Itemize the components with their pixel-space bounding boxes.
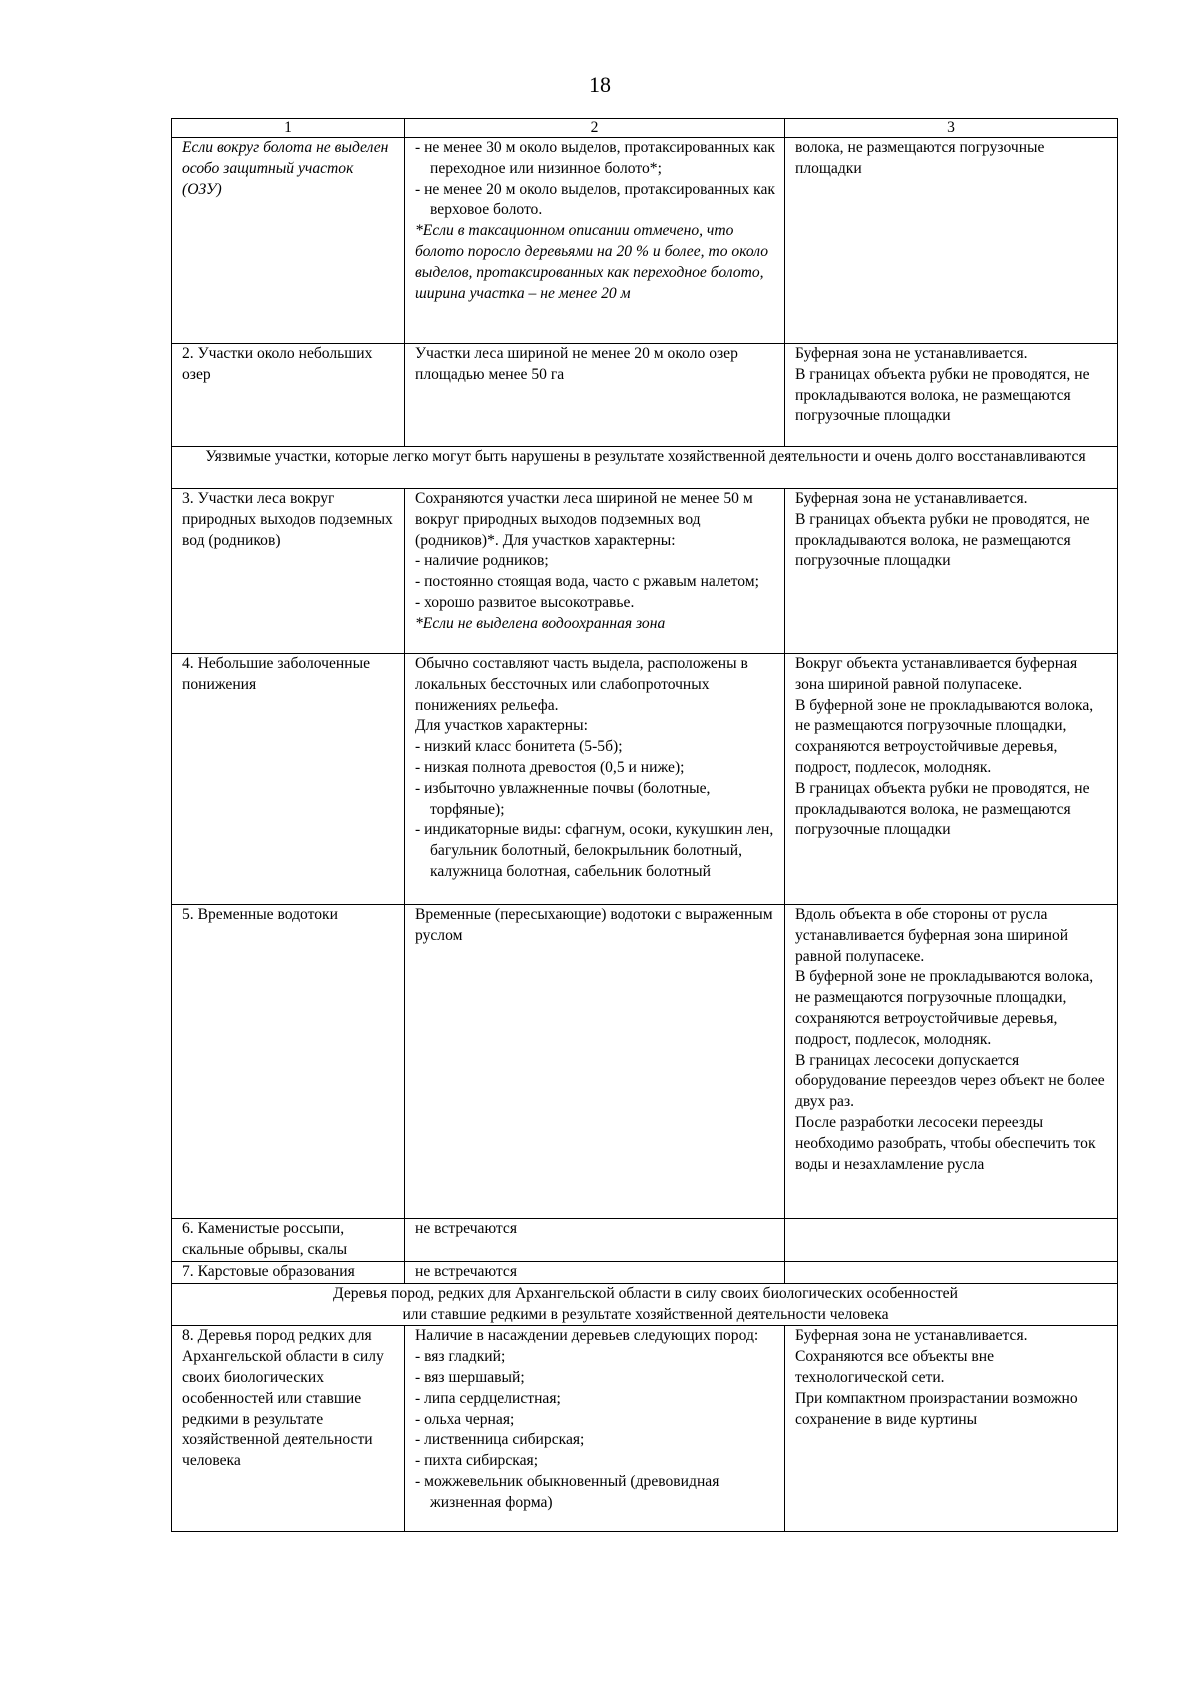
paragraph: Буферная зона не устанавливается. (795, 1327, 1028, 1345)
trees-measures-cell (785, 1326, 1118, 1532)
bog-measures-cell: волока, не размещаются погрузочные площадки (785, 138, 1118, 344)
list-item: - вяз шершавый; (415, 1368, 525, 1386)
table-row (172, 344, 1118, 447)
paragraph: Сохраняются участки леса шириной не менее 50 м вокруг природных выходов подземных вод (родников)*. Для участков характерны: (415, 490, 753, 549)
karst-measures-cell (785, 1262, 1118, 1284)
streams-object-cell: 5. Временные водотоки (172, 905, 405, 1219)
list-item: - ольха черная; (415, 1410, 515, 1428)
section-heading-rare-trees (172, 1283, 1118, 1326)
rocks-description-cell: не встречаются (405, 1219, 785, 1262)
lakes-measures-cell (785, 344, 1118, 447)
paragraph: В границах лесосеки допускается оборудование переездов через объект не более двух раз. (795, 1051, 1105, 1111)
table-row (172, 1219, 1118, 1262)
table-row (172, 1326, 1118, 1532)
paragraph: При компактном произрастании возможно сохранение в виде куртины (795, 1389, 1078, 1428)
table-row (172, 1262, 1118, 1284)
karst-description-cell: не встречаются (405, 1262, 785, 1284)
table-row (172, 905, 1118, 1219)
footnote: *Если в таксационном описании отмечено, что болото поросло деревьями на 20 % и более, то около выделов, протаксированных как переходное болото, ширина участка – не менее 20 м (415, 222, 769, 302)
page-number: 18 (589, 72, 611, 97)
lowlands-object-cell: 4. Небольшие заболоченные понижения (172, 654, 405, 905)
paragraph: В буферной зоне не прокладываются волока, не размещаются погрузочные площадки, сохраняются ветроустойчивые деревья, подрост, подлесок, молодняк. (795, 968, 1094, 1048)
list-item: - низкая полнота древостоя (0,5 и ниже); (415, 758, 685, 776)
bog-description-cell (405, 138, 785, 344)
paragraph: Обычно составляют часть выдела, расположены в локальных бессточных или слабопроточных понижениях рельефа. (415, 655, 748, 714)
list-item: - наличие родников; (415, 552, 549, 570)
lakes-description-cell: Участки леса шириной не менее 20 м около озер площадью менее 50 га (405, 344, 785, 447)
document-table (171, 118, 1118, 1532)
list-item: - вяз гладкий; (415, 1348, 506, 1366)
springs-object-cell: 3. Участки леса вокруг природных выходов подземных вод (родников) (172, 489, 405, 654)
list-item: - не менее 20 м около выделов, протаксированных как верховое болото. (415, 180, 775, 219)
heading-line: Деревья пород, редких для Архангельской области в силу своих биологических особенностей (333, 1284, 958, 1302)
springs-description-cell (405, 489, 785, 654)
heading-line: или ставшие редкими в результате хозяйственной деятельности человека (402, 1305, 889, 1323)
bog-object-cell: Если вокруг болота не выделен особо защитный участок (ОЗУ) (172, 138, 405, 344)
list-item: - не менее 30 м около выделов, протаксированных как переходное или низинное болото*; (415, 139, 775, 177)
paragraph: Для участков характерны: (415, 717, 588, 735)
list-item: - индикаторные виды: сфагнум, осоки, кукушкин лен, багульник болотный, белокрыльник болотный, калужница болотная, сабельник болотный (415, 821, 774, 880)
footnote: *Если не выделена водоохранная зона (415, 614, 666, 632)
paragraph: В границах объекта рубки не проводятся, не прокладываются волока, не размещаются погрузочные площадки (795, 779, 1090, 839)
section-heading-vulnerable: Уязвимые участки, которые легко могут быть нарушены в результате хозяйственной деятельности и очень долго восстанавливаются (172, 447, 1118, 489)
trees-description-cell (405, 1326, 785, 1532)
header-cell-1: 1 (172, 119, 405, 138)
rocks-object-cell: 6. Каменистые россыпи, скальные обрывы, скалы (172, 1219, 405, 1262)
paragraph: Вдоль объекта в обе стороны от русла устанавливается буферная зона шириной равной полупасеке. (795, 906, 1069, 965)
lowlands-measures-cell (785, 654, 1118, 905)
paragraph: Буферная зона не устанавливается. (795, 345, 1028, 362)
header-cell-2: 2 (405, 119, 785, 138)
table-row (172, 138, 1118, 344)
springs-measures-cell (785, 489, 1118, 654)
header-cell-3: 3 (785, 119, 1118, 138)
paragraph: В буферной зоне не прокладываются волока, не размещаются погрузочные площадки, сохраняются ветроустойчивые деревья, подрост, подлесок, молодняк. (795, 696, 1094, 776)
list-item: - избыточно увлажненные почвы (болотные, торфяные); (415, 779, 711, 818)
rocks-measures-cell (785, 1219, 1118, 1262)
table-row (172, 489, 1118, 654)
paragraph: Наличие в насаждении деревьев следующих пород: (415, 1327, 759, 1345)
list-item: - хорошо развитое высокотравье. (415, 593, 635, 611)
paragraph: Сохраняются все объекты вне технологической сети. (795, 1348, 995, 1386)
list-item: - низкий класс бонитета (5-5б); (415, 738, 623, 756)
paragraph: В границах объекта рубки не проводятся, не прокладываются волока, не размещаются погрузочные площадки (795, 510, 1090, 570)
list-item: - лиственница сибирская; (415, 1431, 585, 1449)
karst-object-cell: 7. Карстовые образования (172, 1262, 405, 1284)
paragraph: После разработки лесосеки переезды необходимо разобрать, чтобы обеспечить ток воды и незахламление русла (795, 1113, 1096, 1173)
section-heading-row (172, 447, 1118, 489)
streams-measures-cell (785, 905, 1118, 1219)
paragraph: Вокруг объекта устанавливается буферная зона шириной равной полупасеке. (795, 655, 1078, 693)
section-heading-row (172, 1283, 1118, 1326)
list-item: - пихта сибирская; (415, 1452, 539, 1470)
lowlands-description-cell (405, 654, 785, 905)
list-item: - липа сердцелистная; (415, 1389, 561, 1407)
list-item: - можжевельник обыкновенный (древовидная жизненная форма) (415, 1472, 720, 1511)
paragraph: В границах объекта рубки не проводятся, не прокладываются волока, не размещаются погрузочные площадки (795, 365, 1090, 425)
trees-object-cell: 8. Деревья пород редких для Архангельской области в силу своих биологических особенностей или ставшие редкими в результате хозяйственной деятельности человека (172, 1326, 405, 1532)
streams-description-cell: Временные (пересыхающие) водотоки с выраженным руслом (405, 905, 785, 1219)
table-row (172, 654, 1118, 905)
lakes-object-cell: 2. Участки около небольших озер (172, 344, 405, 447)
paragraph: Буферная зона не устанавливается. (795, 490, 1028, 507)
table-header-row (172, 119, 1118, 138)
list-item: - постоянно стоящая вода, часто с ржавым налетом; (415, 573, 759, 591)
